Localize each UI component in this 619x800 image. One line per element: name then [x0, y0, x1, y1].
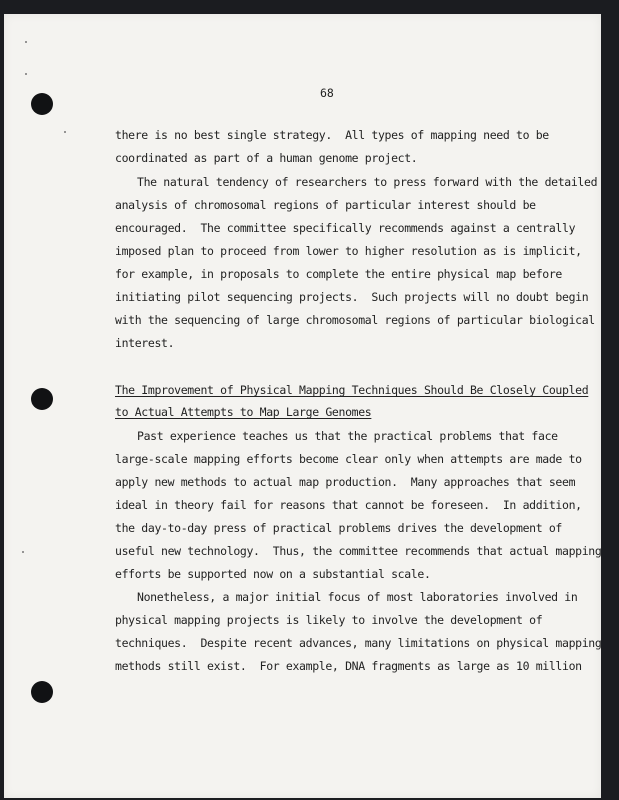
body-line: Nonetheless, a major initial focus of most laboratories involved in	[137, 590, 578, 604]
section-heading-line: to Actual Attempts to Map Large Genomes	[115, 405, 372, 419]
punch-hole	[31, 388, 53, 410]
paper-speck	[25, 41, 27, 43]
body-line: interest.	[115, 336, 175, 350]
page-number: 68	[320, 86, 334, 100]
paper-speck	[22, 551, 24, 553]
paper-speck	[64, 131, 66, 133]
body-line: apply new methods to actual map production. Many approaches that seem	[115, 475, 576, 489]
punch-hole	[31, 681, 53, 703]
body-line: encouraged. The committee specifically recommends against a centrally	[115, 221, 576, 235]
body-line: Past experience teaches us that the practical problems that face	[137, 429, 558, 443]
body-line: methods still exist. For example, DNA fragments as large as 10 million	[115, 659, 582, 673]
body-line: useful new technology. Thus, the committee recommends that actual mapping	[115, 544, 602, 558]
body-line: initiating pilot sequencing projects. Such projects will no doubt begin	[115, 290, 589, 304]
body-line: physical mapping projects is likely to involve the development of	[115, 613, 543, 627]
document-page	[4, 14, 601, 798]
section-heading-line: The Improvement of Physical Mapping Techniques Should Be Closely Coupled	[115, 383, 589, 397]
body-line: there is no best single strategy. All types of mapping need to be	[115, 128, 549, 142]
body-line: the day-to-day press of practical problems drives the development of	[115, 521, 563, 535]
body-line: with the sequencing of large chromosomal regions of particular biological	[115, 313, 595, 327]
body-line: coordinated as part of a human genome project.	[115, 151, 418, 165]
body-line: ideal in theory fail for reasons that cannot be foreseen. In addition,	[115, 498, 582, 512]
body-line: techniques. Despite recent advances, many limitations on physical mapping	[115, 636, 602, 650]
body-line: imposed plan to proceed from lower to higher resolution as is implicit,	[115, 244, 582, 258]
body-line: efforts be supported now on a substantial scale.	[115, 567, 431, 581]
body-line: for example, in proposals to complete the entire physical map before	[115, 267, 563, 281]
body-line: The natural tendency of researchers to press forward with the detailed	[137, 175, 598, 189]
punch-hole	[31, 93, 53, 115]
body-line: analysis of chromosomal regions of particular interest should be	[115, 198, 536, 212]
body-line: large-scale mapping efforts become clear only when attempts are made to	[115, 452, 582, 466]
paper-speck	[25, 73, 27, 75]
